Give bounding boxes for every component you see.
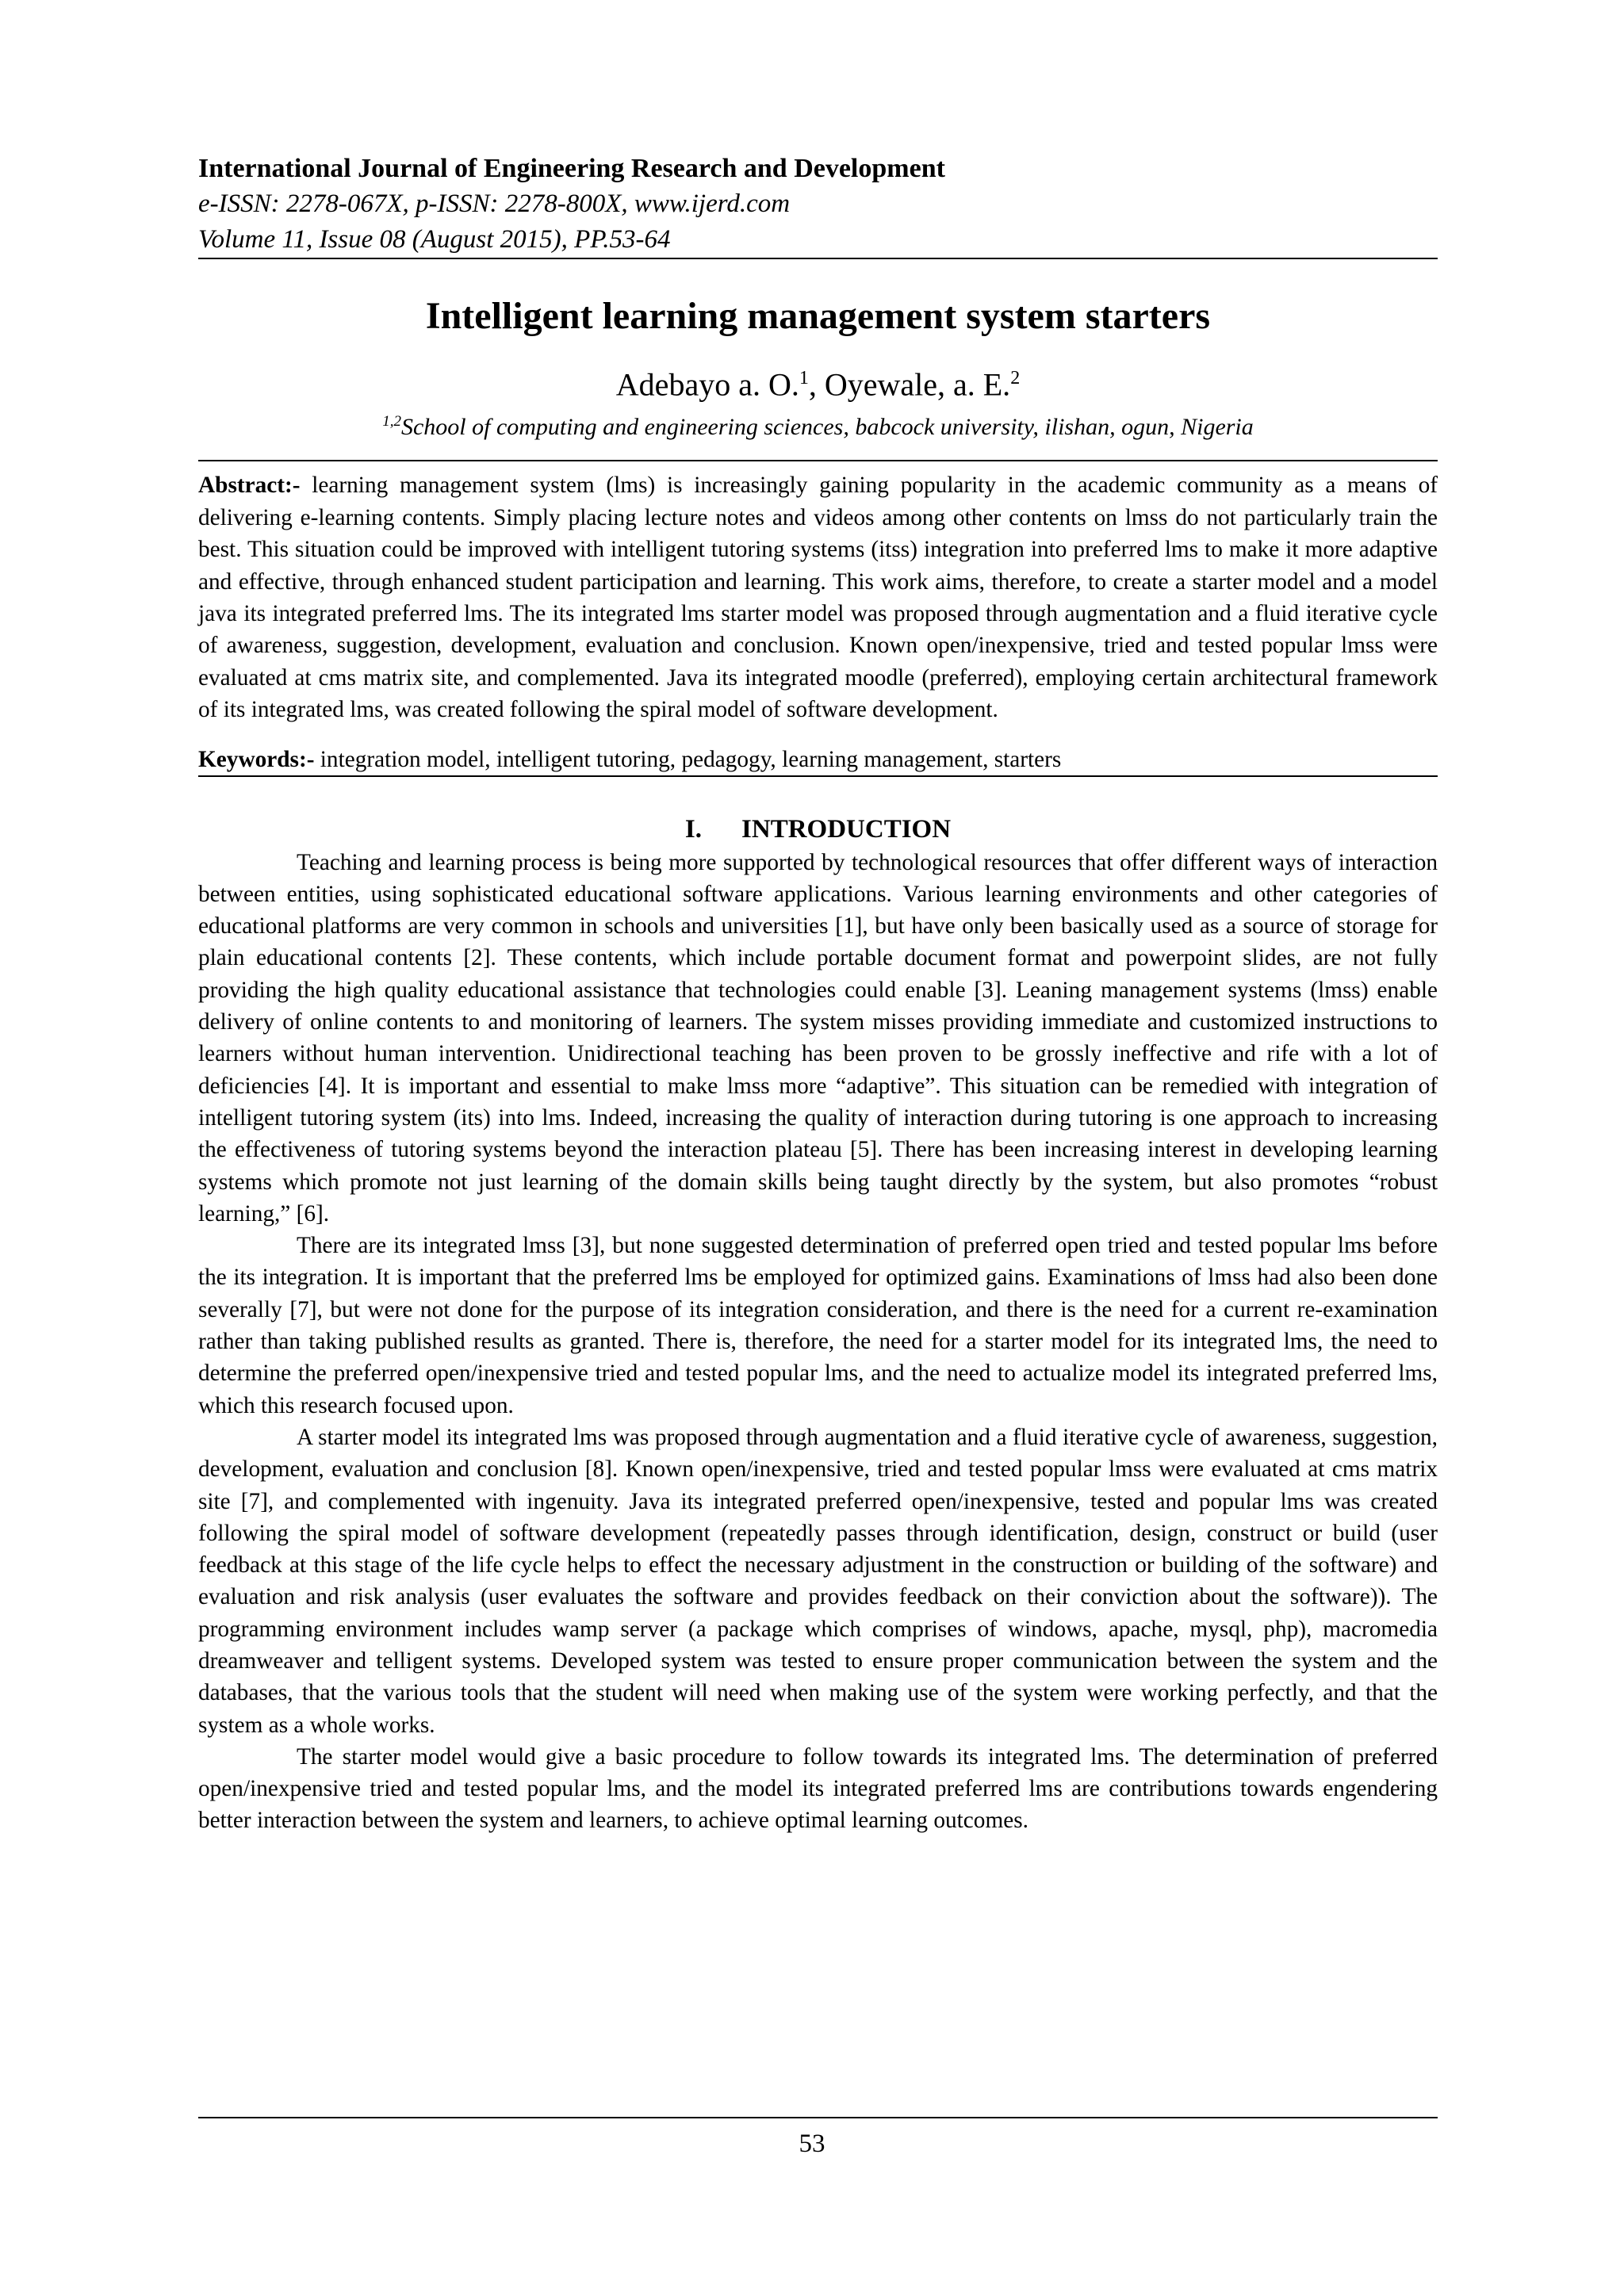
affiliation bbox=[198, 405, 1438, 444]
journal-name: International Journal of Engineering Research and Development bbox=[198, 154, 945, 183]
abstract-text: learning management system (lms) is increasingly gaining popularity in the academic community as a means of delivering e-learning contents. Simply placing lecture notes and videos among other contents on lmss do not particularly train the best. This situation could be improved with intelligent tutoring systems (itss) integration into preferred lms to make it more adaptive and effective, through enhanced student participation and learning. This work aims, therefore, to create a starter model and a model java its integrated preferred lms. The its integrated lms starter model was proposed through augmentation and a fluid iterative cycle of awareness, suggestion, development, evaluation and conclusion. Known open/inexpensive, tried and tested popular lmss were evaluated at cms matrix site, and complemented. Java its integrated moodle (preferred), employing certain architectural framework of its integrated lms, was created following the spiral model of software development. bbox=[198, 473, 1438, 723]
affiliation-text: School of computing and engineering sciences, babcock university, ilishan, ogun, Nigeria bbox=[400, 414, 1254, 441]
section-heading bbox=[198, 812, 1438, 847]
author-separator: , bbox=[808, 366, 825, 403]
section-title: INTRODUCTION bbox=[741, 814, 952, 844]
page-number: 53 bbox=[799, 2130, 825, 2158]
abstract bbox=[198, 469, 1438, 725]
journal-issn: e-ISSN: 2278-067X, p-ISSN: 2278-800X, www.ijerd.com bbox=[198, 189, 791, 218]
body-paragraph-3: A starter model its integrated lms was proposed through augmentation and a fluid iterative cycle of awareness, suggestion, development, evaluation and conclusion [8]. Known open/inexpensive, tried and tested popular lmss were evaluated at cms matrix site [7], and complemented with ingenuity. Java its integrated preferred open/inexpensive, tested and popular lms was created following the spiral model of software development (repeatedly passes through identification, design, construct or build (user feedback at this stage of the life cycle helps to effect the necessary adjustment in the construction or building of the software) and evaluation and risk analysis (user evaluates the software and provides feedback on their conviction about the software)). The programming environment includes wamp server (a package which comprises of windows, apache, mysql, php), macromedia dreamweaver and telligent systems. Developed system was tested to ensure proper communication between the system and the databases, that the various tools that the student will need when making use of the system were working perfectly, and that the system as a whole works. bbox=[198, 1424, 1438, 1738]
keywords-label: Keywords:- bbox=[198, 746, 315, 772]
author-list bbox=[198, 358, 1438, 405]
body-paragraph-2: There are its integrated lmss [3], but none suggested determination of preferred open tried and tested popular lms before the its integration. It is important that the preferred lms be employed for optimized gains. Examinations of lmss had also been done severally [7], but were not done for the purpose of its integration consideration, and there is the need for a current re-examination rather than taking published results as granted. There is, therefore, the need for a starter model for its integrated lms, the need to determine the preferred open/inexpensive tried and tested popular lms, and the need to actualize model its integrated preferred lms, which this research focused upon. bbox=[198, 1233, 1438, 1418]
body-paragraph-1: Teaching and learning process is being more supported by technological resources that offer different ways of interaction between entities, using sophisticated educational software applications. Various learning environments and other categories of educational platforms are very common in schools and universities [1], but have only been basically used as a source of storage for plain educational contents [2]. These contents, which include portable document format and powerpoint slides, are not fully providing the high quality educational assistance that technologies could enable [3]. Leaning management systems (lmss) enable delivery of online contents to and monitoring of learners. The system misses providing immediate and customized instructions to learners without human intervention. Unidirectional teaching has been proven to be grossly ineffective and rife with a lot of deficiencies [4]. It is important and essential to make lmss more “adaptive”. This situation can be remedied with integration of intelligent tutoring system (its) into lms. Indeed, increasing the quality of interaction during tutoring is one approach to increasing the effectiveness of tutoring systems beyond the interaction plateau [5]. There has been increasing interest in developing learning systems which promote not just learning of the domain skills being taught directly by the system, but also promotes “robust learning,” [6]. bbox=[198, 849, 1438, 1226]
paper-page bbox=[198, 151, 1438, 1837]
keywords-text: integration model, intelligent tutoring, pedagogy, learning management, starters bbox=[314, 746, 1062, 772]
abstract-top-rule bbox=[198, 460, 1438, 461]
body-paragraph-4: The starter model would give a basic procedure to follow towards its integrated lms. The determination of preferred open/inexpensive tried and tested popular lms, and the model its integrated preferred lms are contributions towards engendering better interaction between the system and learners, to achieve optimal learning outcomes. bbox=[198, 1743, 1438, 1834]
affiliation-marker: 1,2 bbox=[382, 413, 401, 430]
keywords-rule bbox=[198, 775, 1438, 777]
abstract-label: Abstract:- bbox=[198, 473, 301, 499]
header-rule bbox=[198, 258, 1438, 259]
author-2-affil-marker: 2 bbox=[1010, 368, 1021, 388]
journal-volume: Volume 11, Issue 08 (August 2015), PP.53-64 bbox=[198, 225, 671, 254]
paper-title: Intelligent learning management system starters bbox=[425, 295, 1211, 337]
footer-rule bbox=[198, 2117, 1438, 2118]
author-1: Adebayo a. O. bbox=[615, 366, 799, 403]
keywords bbox=[198, 744, 1438, 775]
author-1-affil-marker: 1 bbox=[799, 368, 809, 388]
author-2: Oyewale, a. E. bbox=[824, 366, 1011, 403]
section-number: I. bbox=[684, 814, 703, 844]
